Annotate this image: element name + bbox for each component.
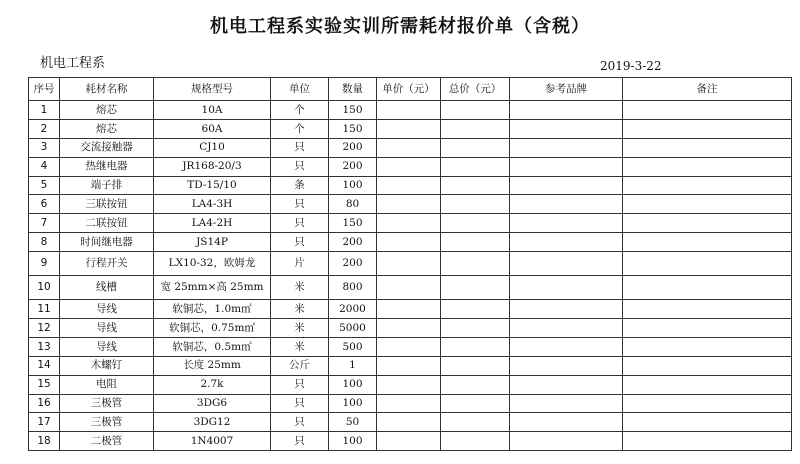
cell-index: 12	[29, 319, 60, 338]
cell-unit-price	[377, 119, 441, 138]
header-remarks: 备注	[623, 78, 792, 101]
cell-quantity: 100	[329, 375, 377, 394]
cell-quantity: 5000	[329, 319, 377, 338]
cell-spec: 软铜芯，0.75m㎡	[154, 319, 271, 338]
cell-spec: 10A	[154, 101, 271, 120]
cell-index: 10	[29, 276, 60, 300]
cell-quantity: 200	[329, 233, 377, 252]
cell-remarks	[623, 101, 792, 120]
cell-remarks	[623, 300, 792, 319]
cell-unit: 只	[271, 233, 329, 252]
cell-quantity: 80	[329, 195, 377, 214]
header-index: 序号	[29, 78, 60, 101]
table-row	[29, 233, 792, 252]
cell-index: 17	[29, 413, 60, 432]
table-row	[29, 157, 792, 176]
cell-remarks	[623, 413, 792, 432]
cell-unit-price	[377, 319, 441, 338]
cell-remarks	[623, 394, 792, 413]
header-spec: 规格型号	[154, 78, 271, 101]
cell-quantity: 50	[329, 413, 377, 432]
cell-total-price	[441, 356, 510, 375]
cell-quantity: 100	[329, 394, 377, 413]
cell-quantity: 150	[329, 101, 377, 120]
cell-remarks	[623, 233, 792, 252]
cell-unit: 片	[271, 252, 329, 276]
cell-quantity: 150	[329, 119, 377, 138]
cell-spec: 2.7k	[154, 375, 271, 394]
header-quantity: 数量	[329, 78, 377, 101]
cell-total-price	[441, 337, 510, 356]
cell-name: 电阻	[60, 375, 154, 394]
cell-quantity: 500	[329, 337, 377, 356]
cell-unit: 条	[271, 176, 329, 195]
table-row	[29, 300, 792, 319]
cell-brand	[510, 337, 623, 356]
cell-brand	[510, 119, 623, 138]
table-row	[29, 319, 792, 338]
cell-unit: 只	[271, 138, 329, 157]
cell-unit: 公斤	[271, 356, 329, 375]
header-unit: 单位	[271, 78, 329, 101]
header-total-price: 总价（元）	[441, 78, 510, 101]
cell-unit-price	[377, 375, 441, 394]
cell-total-price	[441, 432, 510, 451]
cell-remarks	[623, 176, 792, 195]
cell-index: 3	[29, 138, 60, 157]
cell-index: 8	[29, 233, 60, 252]
cell-total-price	[441, 195, 510, 214]
cell-name: 导线	[60, 337, 154, 356]
table-row	[29, 176, 792, 195]
cell-total-price	[441, 176, 510, 195]
cell-unit-price	[377, 233, 441, 252]
cell-brand	[510, 413, 623, 432]
cell-total-price	[441, 375, 510, 394]
table-row	[29, 356, 792, 375]
cell-brand	[510, 432, 623, 451]
cell-unit: 只	[271, 413, 329, 432]
cell-total-price	[441, 157, 510, 176]
cell-remarks	[623, 432, 792, 451]
cell-remarks	[623, 138, 792, 157]
cell-unit: 米	[271, 319, 329, 338]
cell-total-price	[441, 276, 510, 300]
cell-unit: 只	[271, 375, 329, 394]
header-brand: 参考品牌	[510, 78, 623, 101]
cell-spec: JS14P	[154, 233, 271, 252]
cell-name: 行程开关	[60, 252, 154, 276]
cell-index: 5	[29, 176, 60, 195]
table-row	[29, 195, 792, 214]
cell-spec: 软铜芯，0.5m㎡	[154, 337, 271, 356]
cell-brand	[510, 300, 623, 319]
cell-unit-price	[377, 252, 441, 276]
cell-unit: 个	[271, 119, 329, 138]
cell-total-price	[441, 138, 510, 157]
table-row	[29, 214, 792, 233]
table-row	[29, 337, 792, 356]
cell-unit-price	[377, 337, 441, 356]
cell-total-price	[441, 252, 510, 276]
document-title: 机电工程系实验实训所需耗材报价单（含税）	[210, 16, 590, 37]
cell-remarks	[623, 195, 792, 214]
cell-spec: 宽 25mm×高 25mm	[154, 276, 271, 300]
table-row	[29, 101, 792, 120]
cell-unit-price	[377, 300, 441, 319]
cell-total-price	[441, 233, 510, 252]
cell-unit: 只	[271, 157, 329, 176]
cell-brand	[510, 157, 623, 176]
cell-total-price	[441, 119, 510, 138]
cell-brand	[510, 276, 623, 300]
cell-brand	[510, 195, 623, 214]
cell-brand	[510, 375, 623, 394]
cell-spec: 长度 25mm	[154, 356, 271, 375]
cell-name: 三联按钮	[60, 195, 154, 214]
cell-name: 熔芯	[60, 101, 154, 120]
cell-unit: 只	[271, 214, 329, 233]
cell-remarks	[623, 375, 792, 394]
cell-name: 热继电器	[60, 157, 154, 176]
cell-spec: LX10-32，欧姆龙	[154, 252, 271, 276]
cell-spec: 3DG6	[154, 394, 271, 413]
cell-index: 9	[29, 252, 60, 276]
cell-unit: 只	[271, 394, 329, 413]
cell-spec: JR168-20/3	[154, 157, 271, 176]
cell-spec: CJ10	[154, 138, 271, 157]
cell-unit: 米	[271, 276, 329, 300]
cell-unit-price	[377, 176, 441, 195]
cell-name: 线槽	[60, 276, 154, 300]
cell-index: 6	[29, 195, 60, 214]
cell-quantity: 200	[329, 157, 377, 176]
cell-brand	[510, 394, 623, 413]
table-row	[29, 252, 792, 276]
cell-index: 2	[29, 119, 60, 138]
cell-quantity: 100	[329, 432, 377, 451]
cell-unit: 只	[271, 432, 329, 451]
cell-index: 18	[29, 432, 60, 451]
department-label: 机电工程系	[40, 56, 106, 71]
cell-spec: LA4-2H	[154, 214, 271, 233]
cell-unit: 只	[271, 195, 329, 214]
cell-brand	[510, 101, 623, 120]
cell-spec: 软铜芯，1.0m㎡	[154, 300, 271, 319]
cell-brand	[510, 356, 623, 375]
cell-unit-price	[377, 394, 441, 413]
header-name: 耗材名称	[60, 78, 154, 101]
cell-total-price	[441, 394, 510, 413]
cell-unit-price	[377, 413, 441, 432]
cell-index: 15	[29, 375, 60, 394]
cell-quantity: 100	[329, 176, 377, 195]
cell-quantity: 150	[329, 214, 377, 233]
cell-name: 三极管	[60, 394, 154, 413]
cell-name: 熔芯	[60, 119, 154, 138]
cell-remarks	[623, 319, 792, 338]
cell-name: 时间继电器	[60, 233, 154, 252]
cell-brand	[510, 138, 623, 157]
cell-index: 7	[29, 214, 60, 233]
cell-total-price	[441, 101, 510, 120]
cell-remarks	[623, 157, 792, 176]
cell-unit-price	[377, 195, 441, 214]
table-row	[29, 394, 792, 413]
cell-spec: 1N4007	[154, 432, 271, 451]
cell-remarks	[623, 276, 792, 300]
cell-brand	[510, 319, 623, 338]
cell-index: 1	[29, 101, 60, 120]
table-row	[29, 276, 792, 300]
cell-index: 16	[29, 394, 60, 413]
cell-brand	[510, 214, 623, 233]
cell-name: 二联按钮	[60, 214, 154, 233]
cell-quantity: 2000	[329, 300, 377, 319]
cell-quantity: 800	[329, 276, 377, 300]
cell-remarks	[623, 356, 792, 375]
cell-index: 4	[29, 157, 60, 176]
table-header-row	[29, 78, 792, 101]
table-row	[29, 413, 792, 432]
cell-remarks	[623, 214, 792, 233]
cell-name: 三极管	[60, 413, 154, 432]
cell-spec: 60A	[154, 119, 271, 138]
header-unit-price: 单价（元）	[377, 78, 441, 101]
table-row	[29, 432, 792, 451]
cell-remarks	[623, 252, 792, 276]
cell-index: 13	[29, 337, 60, 356]
cell-name: 二极管	[60, 432, 154, 451]
cell-index: 11	[29, 300, 60, 319]
cell-brand	[510, 252, 623, 276]
cell-name: 交流接触器	[60, 138, 154, 157]
cell-quantity: 200	[329, 138, 377, 157]
cell-spec: TD-15/10	[154, 176, 271, 195]
cell-brand	[510, 233, 623, 252]
cell-unit: 米	[271, 300, 329, 319]
cell-name: 木螺钉	[60, 356, 154, 375]
cell-total-price	[441, 214, 510, 233]
table-row	[29, 119, 792, 138]
cell-unit: 米	[271, 337, 329, 356]
cell-quantity: 200	[329, 252, 377, 276]
cell-unit: 个	[271, 101, 329, 120]
cell-name: 导线	[60, 319, 154, 338]
table-row	[29, 138, 792, 157]
cell-unit-price	[377, 138, 441, 157]
cell-total-price	[441, 300, 510, 319]
cell-brand	[510, 176, 623, 195]
cell-unit-price	[377, 276, 441, 300]
cell-spec: LA4-3H	[154, 195, 271, 214]
cell-spec: 3DG12	[154, 413, 271, 432]
document-date: 2019-3-22	[600, 59, 662, 73]
cell-remarks	[623, 337, 792, 356]
cell-index: 14	[29, 356, 60, 375]
cell-total-price	[441, 413, 510, 432]
cell-unit-price	[377, 214, 441, 233]
cell-unit-price	[377, 356, 441, 375]
cell-remarks	[623, 119, 792, 138]
quote-table	[28, 77, 792, 451]
table-row	[29, 375, 792, 394]
cell-unit-price	[377, 432, 441, 451]
cell-unit-price	[377, 157, 441, 176]
cell-total-price	[441, 319, 510, 338]
cell-unit-price	[377, 101, 441, 120]
cell-quantity: 1	[329, 356, 377, 375]
cell-name: 端子排	[60, 176, 154, 195]
cell-name: 导线	[60, 300, 154, 319]
